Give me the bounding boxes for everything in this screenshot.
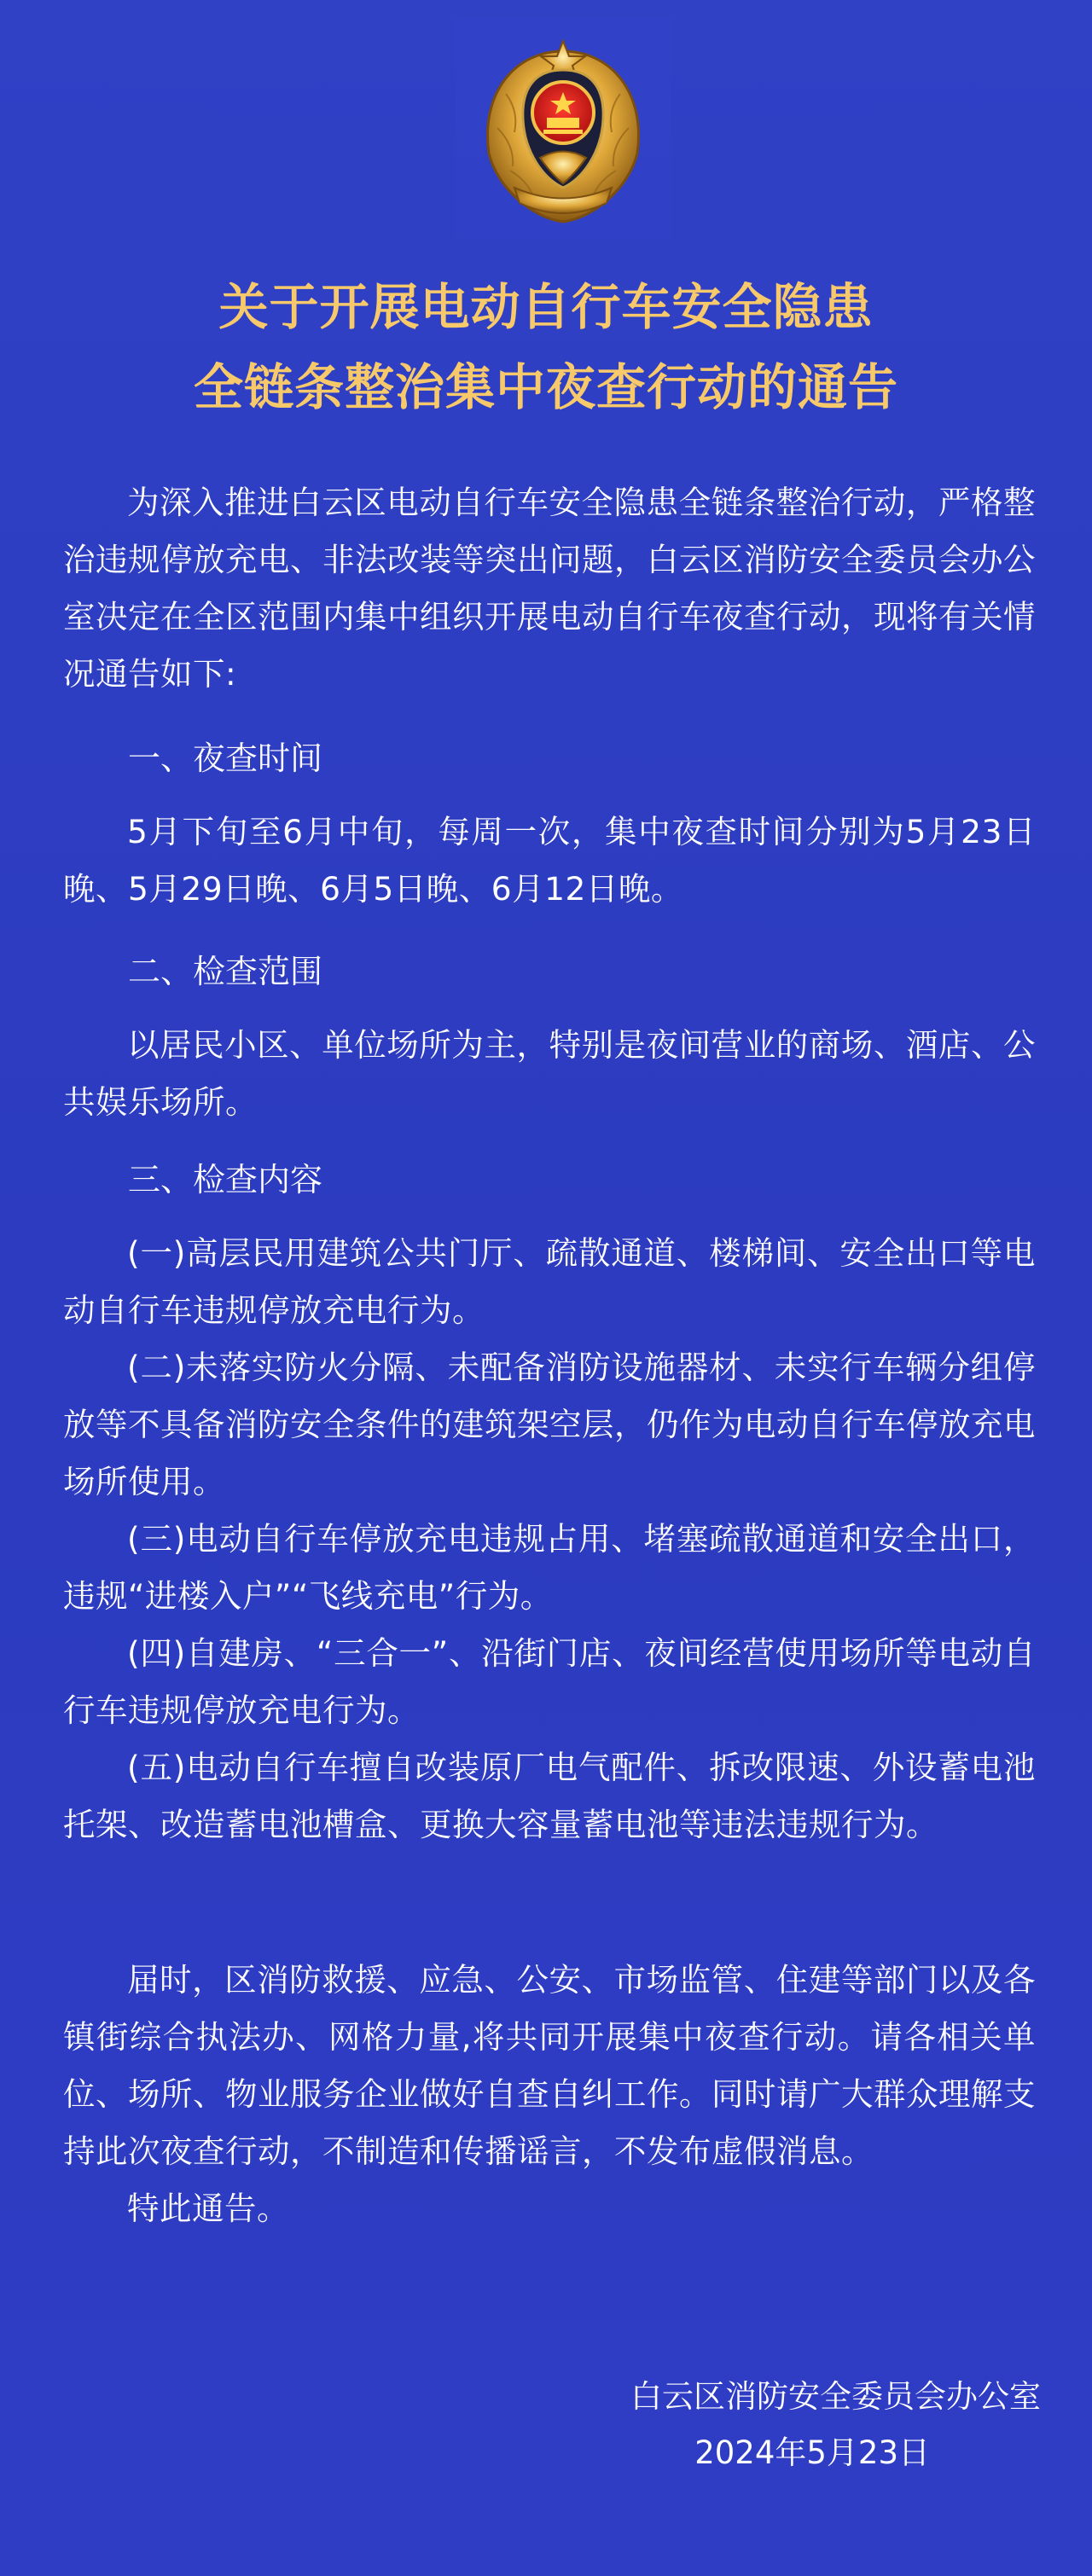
intro-text: 为深入推进白云区电动自行车安全隐患全链条整治行动，严格整治违规停放充电、非法改装等突出问题，白云区消防安全委员会办公室决定在全区范围内集中组织开展电动自行车夜查行动，现将有关情况通告如下: <box>63 484 1036 693</box>
section2-body <box>63 1017 1036 1131</box>
section3-item-5: (五)电动自行车擅自改装原厂电气配件、拆改限速、外设蓄电池托架、改造蓄电池槽盒、更换大容量蓄电池等违法违规行为。 <box>63 1749 1036 1843</box>
section3-item-2: (二)未落实防火分隔、未配备消防设施器材、未实行车辆分组停放等不具备消防安全条件的建筑架空层，仍作为电动自行车停放充电场所使用。 <box>63 1349 1036 1500</box>
closing-end: 特此通告。 <box>127 2190 289 2227</box>
section3-item-3: (三)电动自行车停放充电违规占用、堵塞疏散通道和安全出口，违规“进楼入户”“飞线充电”行为。 <box>63 1520 1036 1615</box>
fire-rescue-emblem-icon <box>455 17 671 239</box>
section3-heading: 三、检查内容 <box>128 1161 323 1198</box>
section3-item-4: (四)自建房、“三合一”、沿街门店、夜间经营使用场所等电动自行车违规停放充电行为。 <box>63 1634 1036 1729</box>
closing-body <box>63 1952 1036 2237</box>
notice-title-line1: 关于开展电动自行车安全隐患 <box>218 278 874 336</box>
signature-org: 白云区消防安全委员会办公室 <box>630 2378 1041 2415</box>
section1-text: 5月下旬至6月中旬，每周一次，集中夜查时间分别为5月23日晚、5月29日晚、6月5日晚、6月12日晚。 <box>63 813 1036 908</box>
section2-text: 以居民小区、单位场所为主，特别是夜间营业的商场、酒店、公共娱乐场所。 <box>63 1026 1036 1121</box>
closing-text: 届时，区消防救援、应急、公安、市场监管、住建等部门以及各镇街综合执法办、网格力量,将共同开展集中夜查行动。请各相关单位、场所、物业服务企业做好自查自纠工作。同时请广大群众理解支持此次夜查行动，不制造和传播谣言，不发布虚假消息。 <box>63 1961 1036 2170</box>
intro-paragraph <box>63 474 1036 703</box>
notice-title-line2: 全链条整治集中夜查行动的通告 <box>193 358 898 416</box>
section2-heading: 二、检查范围 <box>128 953 323 990</box>
signature-date: 2024年5月23日 <box>694 2434 930 2471</box>
section1-body <box>63 804 1036 918</box>
section3-body <box>63 1225 1036 1854</box>
section1-heading: 一、夜查时间 <box>128 740 323 777</box>
section3-item-1: (一)高层民用建筑公共门厅、疏散通道、楼梯间、安全出口等电动自行车违规停放充电行为。 <box>63 1234 1036 1329</box>
